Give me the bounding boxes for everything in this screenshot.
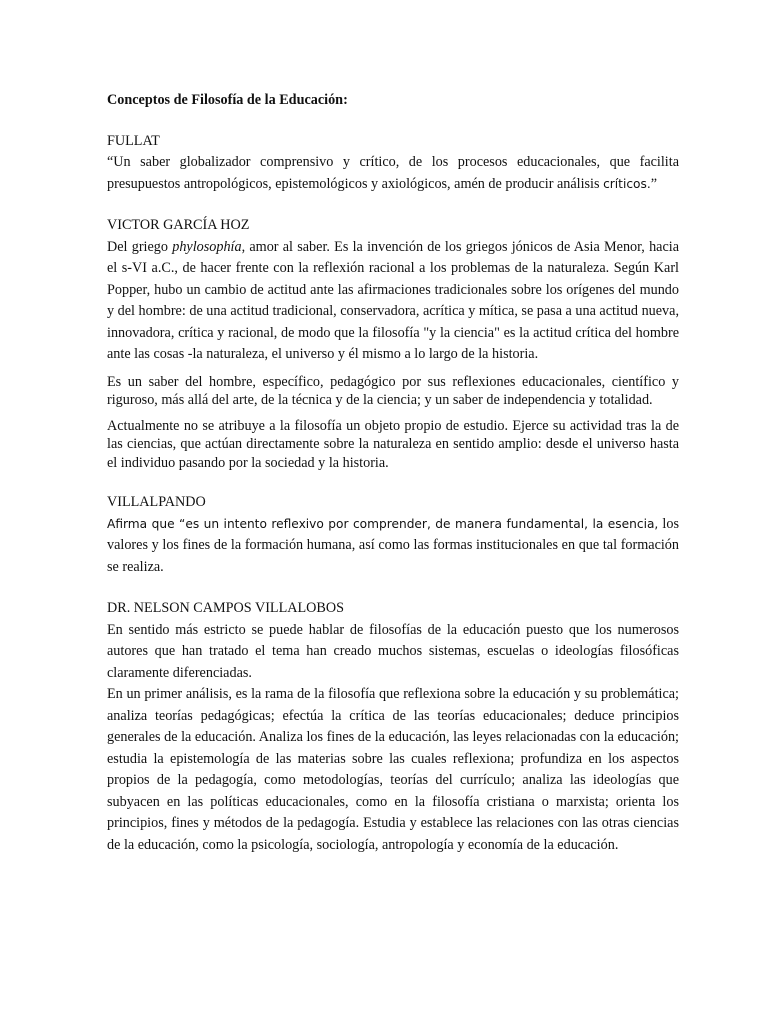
villalpando-text-rest: los valores y los fines de la formación humana, así como las formas institucionales en que tal formación se realiza. [107, 515, 679, 575]
fullat-paragraph [107, 152, 679, 195]
garcia-hoz-text-post: , amor al saber. Es la invención de los griegos jónicos de Asia Menor, hacia el s-VI a.C., de hacer frente con la reflexión racional a los problemas de la naturaleza. Según Karl Popper, hubo un cambio de actitud ante las afirmaciones tradicionales sobre los orígenes del mundo y del hombre: de una actitud tradicional, conservadora, acrítica y mítica, se pasa a una actitud nueva, innovadora, crítica y racional, de modo que la filosofía "y la ciencia" es la actitud crítica del hombre ante las cosas -la naturaleza, el universo y él mismo a lo largo de la historia. [107, 238, 680, 362]
garcia-hoz-paragraph-3: Actualmente no se atribuye a la filosofía un objeto propio de estudio. Ejerce su actividad tras la de las ciencias, que actúan directamente sobre la naturaleza en sentido amplio: desde el universo hasta el individuo pasando por la sociedad y la historia. [107, 417, 679, 471]
document-title: Conceptos de Filosofía de la Educación: [107, 92, 348, 108]
campos-paragraph-2: En un primer análisis, es la rama de la filosofía que reflexiona sobre la educación y su problemática; analiza teorías pedagógicas; efectúa la crítica de las teorías educacionales; deduce principios generales de la educación. Analiza los fines de la educación, las leyes relacionadas con la educación; estudia la epistemología de las materias sobre las cuales reflexiona; profundiza en los aspectos propios de la pedagogía, como metodologías, teorías del currículo; analiza las ideologías que subyacen en las políticas educacionales, como en la filosofía cristiana o marxista; orienta los principios, fines y métodos de la pedagogía. Estudia y establece las relaciones con las otras ciencias de la educación, como la psicología, sociología, antropología y economía de la educación. [107, 686, 679, 853]
fullat-text-tail: críticos. [603, 176, 651, 191]
villalpando-text-sans: Afirma que “es un intento reflexivo por comprender, de manera fundamental, la esencia, [107, 516, 659, 531]
section-heading-fullat: FULLAT [107, 132, 160, 149]
document-page [107, 82, 679, 856]
section-heading-campos: DR. NELSON CAMPOS VILLALOBOS [107, 600, 345, 616]
section-heading-garcia-hoz: VICTOR GARCÍA HOZ [107, 217, 250, 233]
fullat-text-end: ” [650, 175, 658, 192]
villalpando-paragraph [107, 514, 679, 579]
garcia-hoz-text-pre: Del griego [107, 238, 173, 255]
fullat-text: “Un saber globalizador comprensivo y crítico, de los procesos educacionales, que facilita presupuestos antropológicos, epistemológicos y axiológicos, amén de producir análisis [107, 154, 679, 192]
section-heading-villalpando: VILLALPANDO [107, 494, 206, 510]
garcia-hoz-paragraph-1 [107, 237, 679, 366]
garcia-hoz-text-em: phylosophía [172, 238, 242, 255]
campos-paragraph-1: En sentido más estricto se puede hablar de filosofías de la educación puesto que los numerosos autores que han tratado el tema han creado muchos sistemas, escuelas o ideologías filosóficas claramente diferenciadas. [107, 621, 679, 681]
garcia-hoz-paragraph-2: Es un saber del hombre, específico, pedagógico por sus reflexiones educacionales, científico y riguroso, más allá del arte, de la técnica y de la ciencia; y un saber de independencia y totalidad. [107, 373, 679, 408]
